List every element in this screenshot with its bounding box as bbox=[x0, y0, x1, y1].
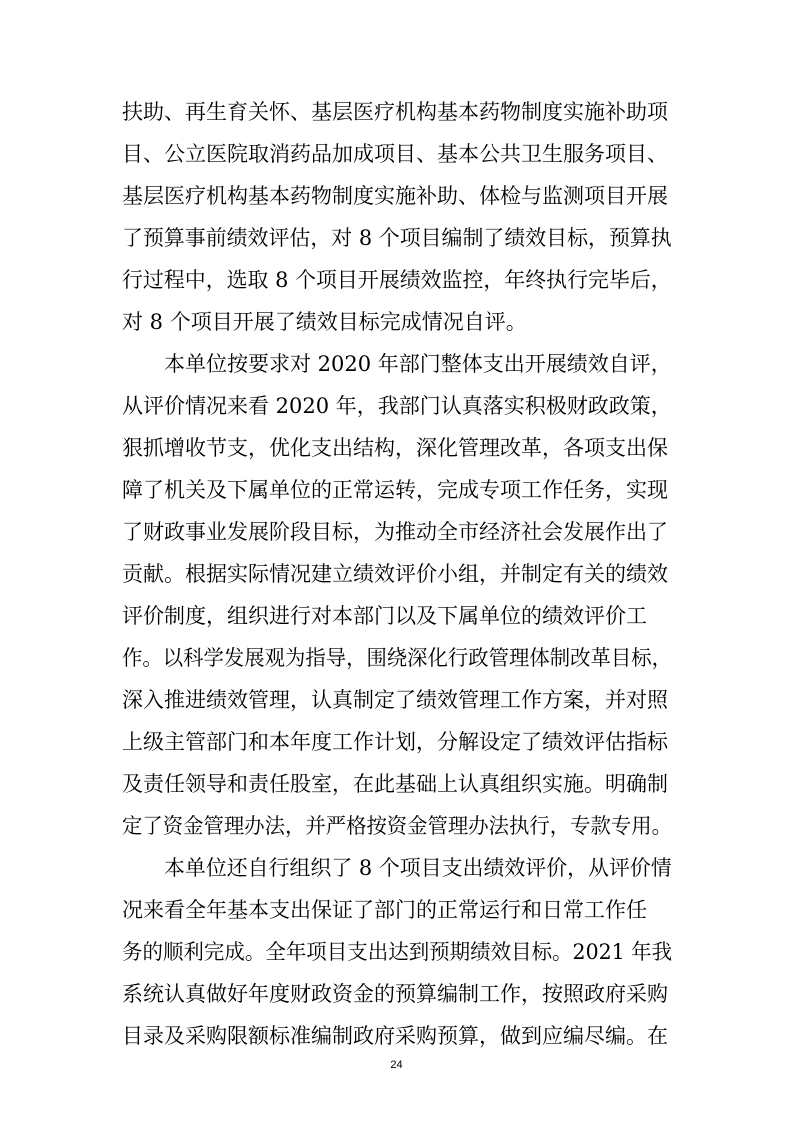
text-line: 目、公立医院取消药品加成项目、基本公共卫生服务项目、 bbox=[122, 142, 668, 166]
text-line: 系统认真做好年度财政资金的预算编制工作，按照政府采购 bbox=[122, 982, 668, 1006]
text-line: 本单位还自行组织了 8 个项目支出绩效评价，从评价情 bbox=[164, 856, 672, 880]
text-line: 从评价情况来看 2020 年，我部门认真落实积极财政政策， bbox=[122, 394, 672, 418]
text-line: 贡献。根据实际情况建立绩效评价小组，并制定有关的绩效 bbox=[122, 562, 668, 586]
text-line: 深入推进绩效管理，认真制定了绩效管理工作方案，并对照 bbox=[122, 688, 668, 712]
text-line: 上级主管部门和本年度工作计划，分解设定了绩效评估指标 bbox=[122, 730, 668, 754]
text-line: 扶助、再生育关怀、基层医疗机构基本药物制度实施补助项 bbox=[122, 100, 668, 124]
page-number: 24 bbox=[390, 1059, 403, 1071]
text-line: 了预算事前绩效评估，对 8 个项目编制了绩效目标，预算执 bbox=[122, 226, 672, 250]
text-line: 行过程中，选取 8 个项目开展绩效监控，年终执行完毕后， bbox=[122, 268, 672, 292]
text-line: 务的顺利完成。全年项目支出达到预期绩效目标。2021 年我 bbox=[122, 940, 673, 964]
text-line: 本单位按要求对 2020 年部门整体支出开展绩效自评， bbox=[164, 352, 672, 376]
text-line: 作。以科学发展观为指导，围绕深化行政管理体制改革目标， bbox=[122, 646, 672, 670]
text-line: 定了资金管理办法，并严格按资金管理办法执行，专款专用。 bbox=[122, 814, 672, 838]
text-line: 狠抓增收节支，优化支出结构，深化管理改革，各项支出保 bbox=[122, 436, 668, 460]
text-line: 基层医疗机构基本药物制度实施补助、体检与监测项目开展 bbox=[122, 184, 668, 208]
text-line: 对 8 个项目开展了绩效目标完成情况自评。 bbox=[122, 310, 527, 334]
text-line: 及责任领导和责任股室，在此基础上认真组织实施。明确制 bbox=[122, 772, 668, 796]
text-line: 障了机关及下属单位的正常运转，完成专项工作任务，实现 bbox=[122, 478, 668, 502]
text-line: 了财政事业发展阶段目标，为推动全市经济社会发展作出了 bbox=[122, 520, 668, 544]
text-line: 目录及采购限额标准编制政府采购预算，做到应编尽编。在 bbox=[122, 1024, 668, 1048]
text-line: 况来看全年基本支出保证了部门的正常运行和日常工作任 bbox=[122, 898, 647, 922]
text-line: 评价制度，组织进行对本部门以及下属单位的绩效评价工 bbox=[122, 604, 647, 628]
